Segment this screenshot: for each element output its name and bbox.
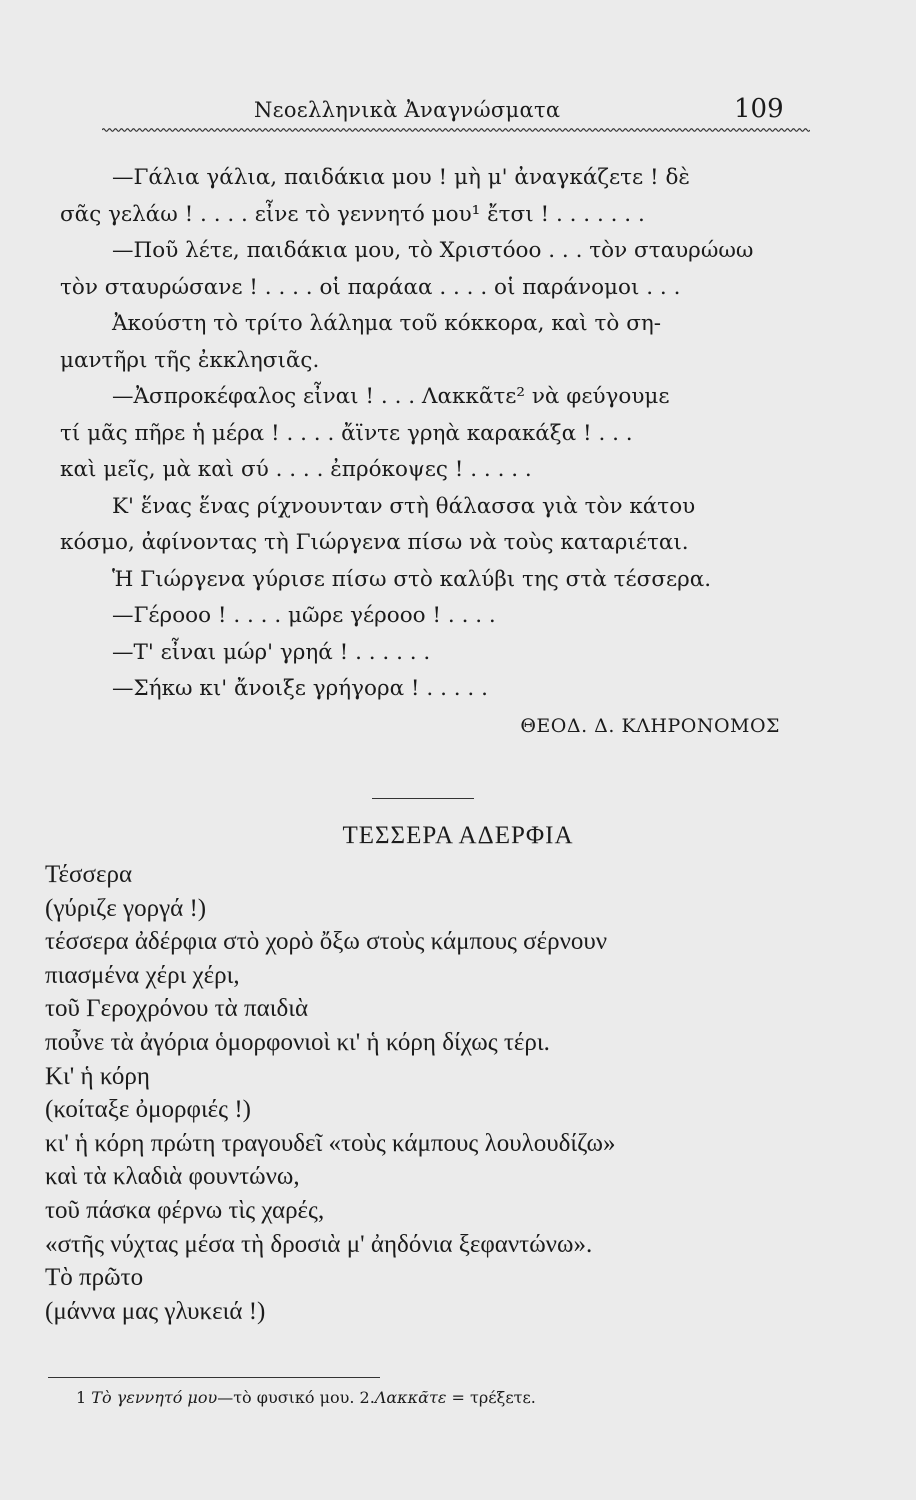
prose-line: τὸν σταυρώσανε ! . . . . οἱ παράαα . . . . οἱ παράνομοι . . . [60,274,681,300]
poem-line: Τέσσερα [45,861,133,888]
poem-line: Τὸ πρῶτο [45,1264,144,1292]
prose-line: τί μᾶς πῆρε ἡ μέρα ! . . . . ἄϊντε γρηὰ καρακάξα ! . . . [60,420,633,446]
section-divider [372,798,474,799]
prose-line: —Τ' εἶναι μώρ' γρηά ! . . . . . . [112,639,431,665]
author-signature: ΘΕΟΔ. Δ. ΚΛΗΡΟΝΟΜΟΣ [520,714,780,737]
footnote-1-definition: —τὸ φυσικό μου. [217,1388,355,1407]
page-number: 109 [734,94,784,124]
footnotes [76,1388,816,1407]
section-title: ΤΕΣΣΕΡΑ ΑΔΕΡΦΙΑ [342,822,574,849]
footnote-1-term: Τὸ γεννητό μου [91,1388,218,1407]
poem-line: Κι' ἡ κόρη [45,1062,150,1090]
footnote-2-term: Λακκᾶτε [374,1388,447,1407]
footnote-2-definition: = τρέξετε. [451,1388,536,1407]
footnote-2-number: 2. [359,1388,375,1407]
poem-line: καὶ τὰ κλαδιὰ φουντώνω, [45,1163,300,1191]
prose-block [60,160,796,744]
prose-line: μαντῆρι τῆς ἐκκλησιᾶς. [60,347,320,373]
prose-line: κόσμο, ἀφίνοντας τὴ Γιώργενα πίσω νὰ τοὺς καταριέται. [60,530,689,555]
poem-line: τοῦ Γεροχρόνου τὰ παιδιὰ [45,995,309,1023]
prose-line: Ἀκούστη τὸ τρίτο λάλημα τοῦ κόκκορα, καὶ τὸ ση- [112,311,662,336]
header-wavy-rule [102,127,810,133]
poem-line: (γύριζε γοργά !) [45,894,207,922]
prose-line: —Γάλια γάλια, παιδάκια μου ! μὴ μ' ἀναγκάζετε ! δὲ [112,165,690,190]
prose-line: Κ' ἕνας ἕνας ρίχνουνταν στὴ θάλασσα γιὰ τὸν κάτου [112,493,696,519]
prose-line: καὶ μεῖς, μὰ καὶ σύ . . . . ἐπρόκοψες ! . . . . . [60,457,532,482]
poem-line: (μάννα μας γλυκειά !) [45,1297,266,1325]
poem-line: (κοίταξε ὀμορφιές !) [45,1096,251,1124]
prose-line: Ἡ Γιώργενα γύρισε πίσω στὸ καλύβι της στὰ τέσσερα. [112,566,712,592]
footnote-1-number: 1 [76,1388,87,1407]
poem-line: «στῆς νύχτας μέσα τὴ δροσιὰ μ' ἀηδόνια ξεφαντώνω». [45,1230,593,1258]
footnote-rule [48,1377,380,1378]
poem-line: κι' ἡ κόρη πρώτη τραγουδεῖ «τοὺς κάμπους λουλουδίζω» [45,1129,616,1157]
page-header [0,88,916,128]
poem-block [45,858,845,1328]
poem-line: πιασμένα χέρι χέρι, [45,961,240,989]
prose-line: —Γέροοο ! . . . . μῶρε γέροοο ! . . . . [112,603,496,628]
poem-line: ποὖνε τὰ ἀγόρια ὁμορφονιοὶ κι' ἡ κόρη δίχως τέρι. [45,1028,550,1056]
running-title: Νεοελληνικὰ Ἀναγνώσματα [254,98,561,122]
prose-line: —Σήκω κι' ἄνοιξε γρήγορα ! . . . . . [112,676,488,701]
prose-line: —Ποῦ λέτε, παιδάκια μου, τὸ Χριστόοο . . . τὸν σταυρώωω [112,238,754,263]
poem-line: τέσσερα ἀδέρφια στὸ χορὸ ὄξω στοὺς κάμπους σέρνουν [45,928,608,956]
poem-line: τοῦ πάσκα φέρνω τὶς χαρές, [45,1196,325,1224]
prose-line: —Ἀσπροκέφαλος εἶναι ! . . . Λακκᾶτε² νὰ φεύγουμε [112,384,670,409]
prose-line: σᾶς γελάω ! . . . . εἶνε τὸ γεννητό μου¹ ἔτσι ! . . . . . . . [60,201,645,227]
